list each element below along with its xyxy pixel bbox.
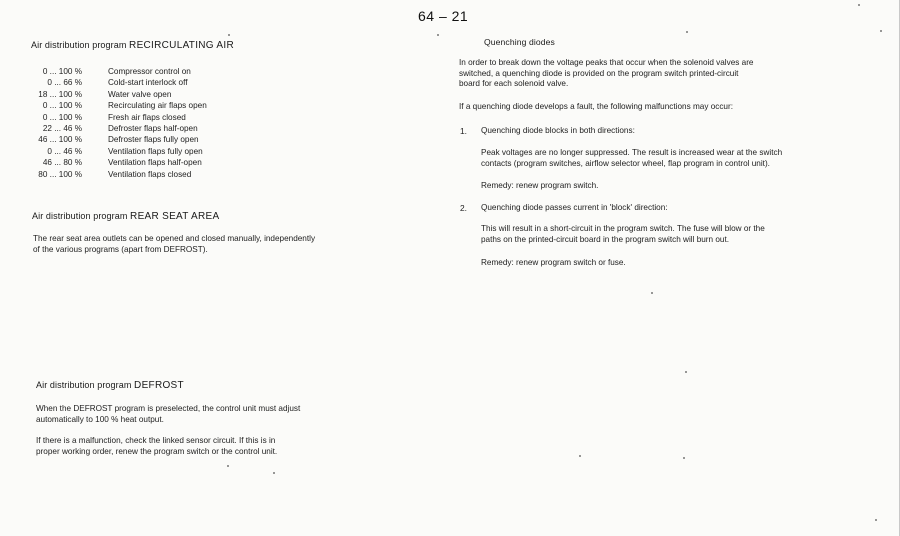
- scan-speck: [686, 31, 688, 33]
- range-value: 0 ... 100 %: [42, 67, 82, 76]
- scan-speck: [579, 455, 581, 457]
- table-row: [20, 100, 207, 111]
- heading-prefix: Air distribution program: [32, 211, 131, 221]
- heading-caps: DEFROST: [134, 380, 184, 391]
- text-line: switched, a quenching diode is provided on the program switch printed-circuit: [459, 68, 739, 78]
- text-line: automatically to 100 % heat output.: [36, 414, 164, 424]
- heading-prefix: Air distribution program: [36, 380, 135, 390]
- table-row: [20, 169, 207, 180]
- rear-seat-area-text: [33, 234, 315, 255]
- range-value: 80 ... 100 %: [38, 169, 82, 179]
- item-1-remedy: Remedy: renew program switch.: [481, 181, 599, 190]
- scan-speck: [683, 457, 685, 459]
- text-line: paths on the printed-circuit board in the program switch will burn out.: [481, 234, 730, 244]
- scan-speck: [227, 465, 229, 467]
- page-number: 64 – 21: [418, 8, 469, 24]
- quenching-lead: If a quenching diode develops a fault, the following malfunctions may occur:: [459, 102, 733, 111]
- range-description: Recirculating air flaps open: [108, 101, 207, 111]
- text-line: Peak voltages are no longer suppressed. The result is increased wear at the switch: [481, 148, 783, 157]
- item-2-remedy: Remedy: renew program switch or fuse.: [481, 258, 626, 267]
- scan-speck: [875, 519, 877, 521]
- defrost-paragraph-2: [36, 436, 277, 457]
- item-1-body: [481, 148, 782, 169]
- range-description: Water valve open: [108, 89, 172, 99]
- table-row: [20, 123, 207, 134]
- text-line: proper working order, renew the program switch or the control unit.: [36, 446, 278, 456]
- range-description: Cold-start interlock off: [108, 78, 188, 88]
- item-2-title: Quenching diode passes current in 'block' direction:: [481, 203, 668, 212]
- item-number: 2.: [460, 203, 467, 213]
- table-row: [20, 89, 207, 100]
- text-line: of the various programs (apart from DEFROST).: [33, 244, 208, 254]
- heading-caps: REAR SEAT AREA: [130, 211, 220, 222]
- table-row: [20, 66, 207, 77]
- range-description: Defroster flaps half-open: [108, 123, 198, 133]
- range-value: 0 ... 100 %: [42, 112, 82, 122]
- quenching-diodes-heading: Quenching diodes: [484, 37, 555, 47]
- text-line: board for each solenoid valve.: [459, 79, 569, 88]
- table-row: [20, 77, 207, 88]
- scan-speck: [651, 292, 653, 294]
- range-value: 46 ... 80 %: [42, 158, 82, 168]
- range-description: Fresh air flaps closed: [108, 112, 186, 122]
- range-value: 22 ... 46 %: [42, 123, 82, 133]
- table-row: [20, 146, 207, 157]
- heading-prefix: Air distribution program: [31, 40, 130, 50]
- text-line: If there is a malfunction, check the linked sensor circuit. If this is in: [36, 436, 276, 445]
- range-value: 46 ... 100 %: [38, 135, 82, 145]
- heading-caps: RECIRCULATING AIR: [129, 40, 234, 51]
- recirculating-air-table: [20, 66, 207, 180]
- item-2-body: [481, 224, 765, 245]
- text-line: When the DEFROST program is preselected, the control unit must adjust: [36, 404, 301, 413]
- range-description: Compressor control on: [108, 67, 191, 76]
- item-1-title: Quenching diode blocks in both directions:: [481, 126, 635, 135]
- range-description: Ventilation flaps closed: [108, 169, 192, 179]
- recirculating-air-heading: [31, 40, 234, 51]
- defrost-heading: [36, 380, 184, 391]
- text-line: The rear seat area outlets can be opened and closed manually, independently: [33, 234, 316, 243]
- range-value: 0 ... 100 %: [42, 101, 82, 111]
- range-description: Ventilation flaps half-open: [108, 158, 202, 168]
- table-row: [20, 157, 207, 168]
- text-line: contacts (program switches, airflow selector wheel, flap program in control unit).: [481, 158, 770, 168]
- scan-speck: [437, 34, 439, 36]
- scan-speck: [880, 30, 882, 32]
- range-value: 18 ... 100 %: [38, 89, 82, 99]
- range-value: 0 ... 66 %: [47, 78, 82, 88]
- table-row: [20, 134, 207, 145]
- quenching-intro: [459, 58, 753, 90]
- text-line: In order to break down the voltage peaks that occur when the solenoid valves are: [459, 58, 754, 67]
- text-line: This will result in a short-circuit in the program switch. The fuse will blow or the: [481, 224, 765, 233]
- item-number: 1.: [460, 126, 467, 136]
- scan-speck: [273, 472, 275, 474]
- table-row: [20, 112, 207, 123]
- range-description: Ventilation flaps fully open: [108, 146, 203, 156]
- rear-seat-area-heading: [32, 211, 219, 222]
- range-value: 0 ... 46 %: [47, 146, 82, 156]
- scan-speck: [228, 34, 230, 36]
- scan-speck: [685, 371, 687, 373]
- range-description: Defroster flaps fully open: [108, 135, 199, 145]
- defrost-paragraph-1: [36, 404, 300, 425]
- scan-speck: [858, 4, 860, 6]
